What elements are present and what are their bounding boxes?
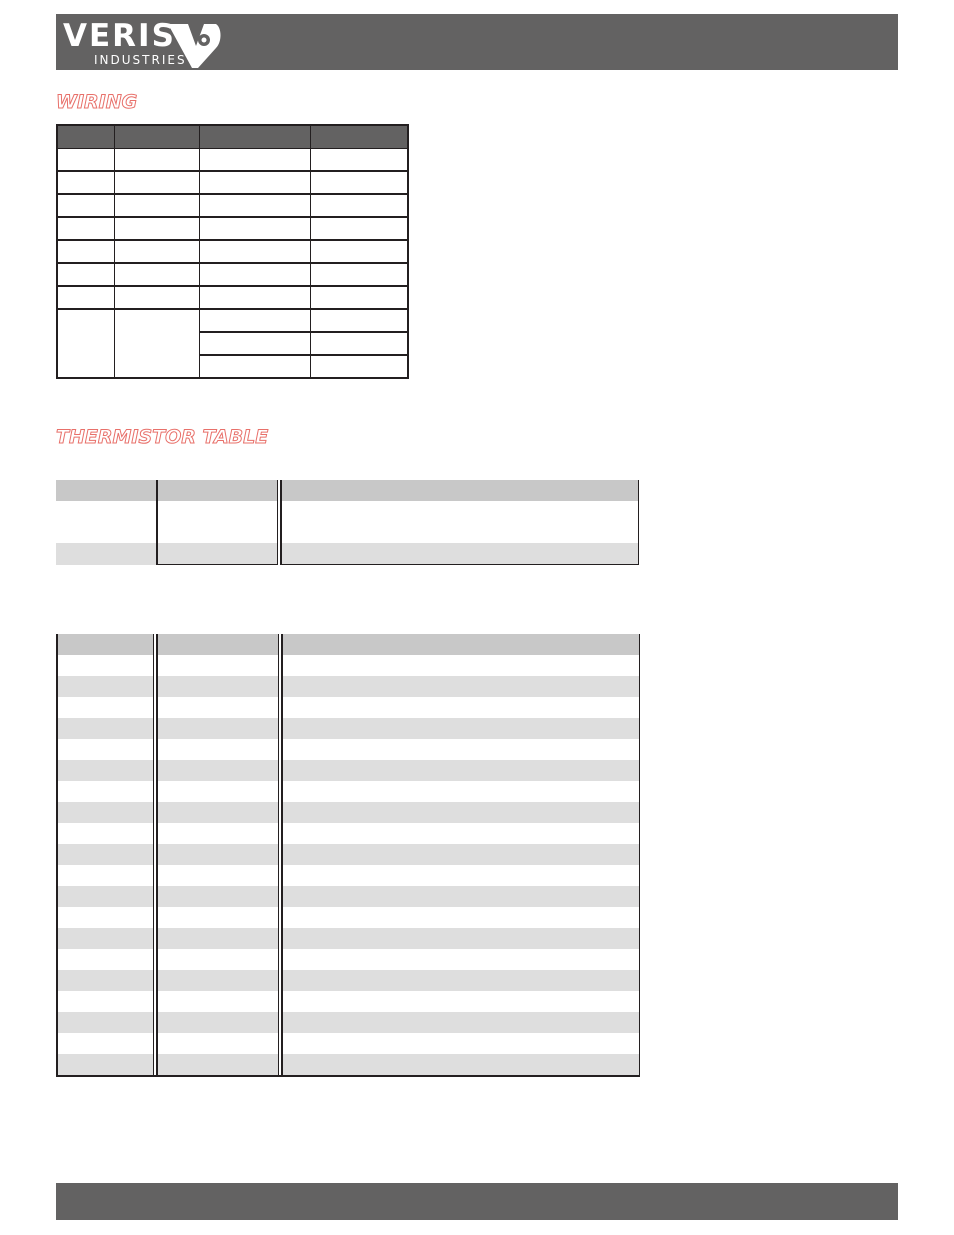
table-cell <box>157 949 278 970</box>
wiring-merged-cell <box>114 309 199 378</box>
wiring-row <box>57 263 408 286</box>
thermistor-title: THERMISTOR TABLE <box>56 426 269 448</box>
table-row <box>57 865 639 886</box>
table-cell <box>157 718 278 739</box>
wiring-merged-cell <box>57 309 114 378</box>
table-cell <box>157 865 278 886</box>
table-row <box>57 1033 639 1054</box>
table-cell <box>157 928 278 949</box>
table-cell <box>157 823 278 844</box>
table-cell <box>57 1012 153 1033</box>
header-cell <box>56 480 157 501</box>
wiring-cell <box>114 217 199 240</box>
table-cell <box>56 543 157 565</box>
wiring-cell <box>199 217 310 240</box>
table-row <box>57 781 639 802</box>
wiring-cell <box>57 240 114 263</box>
table-cell <box>57 949 153 970</box>
wiring-row <box>57 286 408 309</box>
wiring-header-cell <box>199 125 310 149</box>
table-row <box>57 823 639 844</box>
wiring-header-cell <box>310 125 408 149</box>
wiring-row <box>57 309 408 332</box>
table-cell <box>57 886 153 907</box>
table-row <box>57 970 639 991</box>
thermistor-a-header-row <box>56 480 638 501</box>
wiring-cell <box>114 263 199 286</box>
wiring-cell <box>310 194 408 217</box>
table-cell <box>282 907 639 928</box>
table-cell <box>282 970 639 991</box>
wiring-title: WIRING <box>56 91 138 113</box>
table-cell <box>157 886 278 907</box>
wiring-cell <box>114 149 199 172</box>
wiring-cell <box>114 286 199 309</box>
wiring-cell <box>310 217 408 240</box>
wiring-row <box>57 171 408 194</box>
wiring-cell <box>114 194 199 217</box>
table-row <box>57 844 639 865</box>
table-cell <box>157 781 278 802</box>
wiring-header-cell <box>57 125 114 149</box>
wiring-cell <box>57 194 114 217</box>
table-row <box>57 1012 639 1033</box>
table-cell <box>57 970 153 991</box>
table-cell <box>157 676 278 697</box>
wiring-cell <box>310 171 408 194</box>
table-cell <box>282 928 639 949</box>
wiring-cell <box>310 286 408 309</box>
table-cell <box>57 655 153 676</box>
wiring-table <box>56 124 409 379</box>
table-row <box>57 907 639 928</box>
wiring-cell <box>199 263 310 286</box>
table-cell <box>282 655 639 676</box>
wiring-row <box>57 194 408 217</box>
logo-subtitle: INDUSTRIES <box>94 53 187 67</box>
page-footer-bar <box>56 1183 898 1220</box>
header-cell <box>281 480 638 501</box>
table-cell <box>57 928 153 949</box>
table-row <box>57 949 639 970</box>
wiring-cell <box>310 355 408 378</box>
table-cell <box>56 501 157 543</box>
table-cell <box>157 739 278 760</box>
table-cell <box>282 802 639 823</box>
table-cell <box>281 501 638 543</box>
wiring-cell <box>199 171 310 194</box>
table-cell <box>157 655 278 676</box>
table-cell <box>157 802 278 823</box>
table-cell <box>57 697 153 718</box>
table-cell <box>57 823 153 844</box>
table-row <box>57 886 639 907</box>
table-cell <box>157 760 278 781</box>
table-cell <box>57 907 153 928</box>
table-row <box>57 676 639 697</box>
wiring-cell <box>57 286 114 309</box>
table-cell <box>282 1033 639 1054</box>
table-row <box>57 655 639 676</box>
wiring-header-row <box>57 125 408 149</box>
wiring-cell <box>310 263 408 286</box>
table-cell <box>157 1033 278 1054</box>
table-cell <box>282 739 639 760</box>
wiring-cell <box>57 149 114 172</box>
table-row <box>57 802 639 823</box>
wiring-cell <box>57 263 114 286</box>
wiring-cell <box>310 240 408 263</box>
table-row <box>57 991 639 1012</box>
wiring-row <box>57 149 408 172</box>
wiring-header-cell <box>114 125 199 149</box>
table-cell <box>57 676 153 697</box>
wiring-cell <box>199 286 310 309</box>
table-cell <box>157 991 278 1012</box>
wiring-cell <box>310 332 408 355</box>
table-cell <box>57 844 153 865</box>
table-cell <box>57 760 153 781</box>
table-cell <box>282 991 639 1012</box>
table-cell <box>282 886 639 907</box>
table-cell <box>282 781 639 802</box>
table-cell <box>282 1012 639 1033</box>
table-row <box>57 760 639 781</box>
wiring-cell <box>114 171 199 194</box>
table-cell <box>282 844 639 865</box>
table-cell <box>282 760 639 781</box>
thermistor-b-header-row <box>57 634 639 655</box>
table-cell <box>57 1033 153 1054</box>
table-cell <box>282 823 639 844</box>
table-cell <box>157 501 277 543</box>
table-cell <box>282 697 639 718</box>
table-cell <box>282 718 639 739</box>
veris-logo-icon <box>166 20 224 70</box>
table-row <box>56 501 638 543</box>
table-cell <box>57 865 153 886</box>
logo-wordmark: VERIS <box>63 18 176 54</box>
wiring-cell <box>114 240 199 263</box>
table-cell <box>282 949 639 970</box>
wiring-cell <box>57 171 114 194</box>
table-cell <box>157 1054 278 1076</box>
thermistor-table-a <box>56 480 639 565</box>
table-cell <box>157 844 278 865</box>
header-cell <box>282 634 639 655</box>
header-cell <box>157 634 278 655</box>
table-cell <box>57 781 153 802</box>
thermistor-table-b <box>56 634 640 1077</box>
wiring-row <box>57 217 408 240</box>
wiring-cell <box>199 194 310 217</box>
wiring-cell <box>310 149 408 172</box>
table-cell <box>282 865 639 886</box>
wiring-cell <box>199 332 310 355</box>
table-cell <box>157 543 277 565</box>
wiring-cell <box>199 240 310 263</box>
table-cell <box>57 802 153 823</box>
wiring-row <box>57 240 408 263</box>
table-row <box>56 543 638 565</box>
wiring-cell <box>57 217 114 240</box>
header-cell <box>57 634 153 655</box>
table-cell <box>157 907 278 928</box>
table-cell <box>57 739 153 760</box>
table-cell <box>282 676 639 697</box>
wiring-cell <box>199 149 310 172</box>
table-row <box>57 697 639 718</box>
table-row <box>57 718 639 739</box>
table-cell <box>157 970 278 991</box>
wiring-cell <box>199 309 310 332</box>
table-cell <box>57 1054 153 1076</box>
table-row <box>57 928 639 949</box>
header-cell <box>157 480 277 501</box>
table-cell <box>157 697 278 718</box>
wiring-cell <box>199 355 310 378</box>
table-row <box>57 1054 639 1076</box>
table-cell <box>57 718 153 739</box>
table-row <box>57 739 639 760</box>
table-cell <box>281 543 638 565</box>
table-cell <box>57 991 153 1012</box>
wiring-cell <box>310 309 408 332</box>
table-cell <box>157 1012 278 1033</box>
table-cell <box>282 1054 639 1076</box>
page-header-bar <box>56 14 898 70</box>
